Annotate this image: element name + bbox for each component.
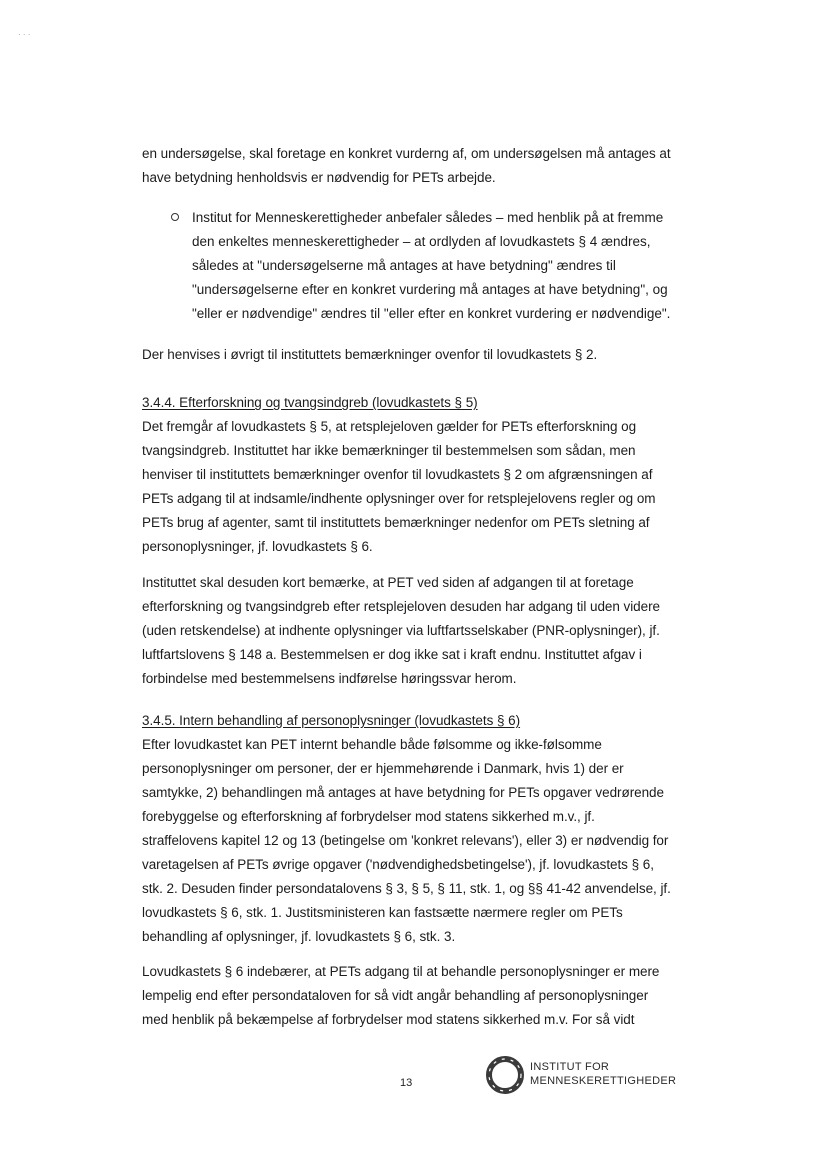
text-line: "eller er nødvendige" ændres til "eller efter en konkret vurdering er nødvendige". [192, 306, 671, 321]
logo-line: INSTITUT FOR [530, 1061, 610, 1073]
paragraph-pnr [142, 571, 687, 691]
text-line: en undersøgelse, skal foretage en konkret vurderng af, om undersøgelsen må antages at [142, 146, 671, 161]
section-3-4-4 [142, 391, 687, 559]
text-line: PETs adgang til at indsamle/indhente oplysninger over for retsplejelovens regler og om [142, 491, 656, 506]
text-line: varetagelsen af PETs øvrige opgaver ('nødvendighedsbetingelse'), jf. lovudkastets § 6, [142, 857, 654, 872]
section-heading: 3.4.4. Efterforskning og tvangsindgreb (lovudkastets § 5) [142, 395, 478, 410]
scan-marks: · · · [18, 30, 31, 39]
text-line: Lovudkastets § 6 indebærer, at PETs adgang til at behandle personoplysninger er mere [142, 964, 660, 979]
text-line: personoplysninger, jf. lovudkastets § 6. [142, 539, 373, 554]
institute-logo [484, 1054, 684, 1098]
text-line: have betydning henholdsvis er nødvendig for PETs arbejde. [142, 170, 496, 185]
text-line: Efter lovudkastet kan PET internt behandle både følsomme og ikke-følsomme [142, 737, 602, 752]
text-line: lempelig end efter persondataloven for så vidt angår behandling af personoplysninger [142, 988, 649, 1003]
text-line: luftfartslovens § 148 a. Bestemmelsen er dog ikke sat i kraft endnu. Instituttet afgav i [142, 647, 642, 662]
text-line: forebyggelse og efterforskning af forbrydelser mod statens sikkerhed m.v., jf. [142, 809, 595, 824]
logo-wordmark [530, 1060, 676, 1088]
ring-logo-icon [484, 1054, 526, 1096]
text-line: tvangsindgreb. Instituttet har ikke bemærkninger til bestemmelsen som sådan, men [142, 443, 636, 458]
paragraph-reference [142, 343, 687, 367]
text-line: samtykke, 2) behandlingen må antages at have betydning for PETs opgaver vedrørende [142, 785, 664, 800]
text-line: Institut for Menneskerettigheder anbefaler således – med henblik på at fremme [192, 210, 664, 225]
text-line: (uden retskendelse) at indhente oplysninger via luftfartsselskaber (PNR-oplysninger), jf. [142, 623, 660, 638]
paragraph-continuation [142, 142, 687, 190]
logo-line: MENNESKERETTIGHEDER [530, 1075, 677, 1087]
text-line: "undersøgelserne efter en konkret vurdering må antages at have betydning", og [192, 282, 668, 297]
page-number: 13 [400, 1077, 413, 1089]
text-line: Der henvises i øvrigt til instituttets bemærkninger ovenfor til lovudkastets § 2. [142, 347, 598, 362]
text-line: lovudkastets § 6, stk. 1. Justitsministeren kan fastsætte nærmere regler om PETs [142, 905, 623, 920]
text-line: efterforskning og tvangsindgreb efter retsplejeloven desuden har adgang til uden videre [142, 599, 660, 614]
text-line: PETs brug af agenter, samt til instituttets bemærkninger nedenfor om PETs sletning af [142, 515, 650, 530]
bullet-icon [171, 213, 179, 221]
text-line: straffelovens kapitel 12 og 13 (betingelse om 'konkret relevans'), eller 3) er nødvendig for [142, 833, 669, 848]
text-line: personoplysninger om personer, der er hjemmehørende i Danmark, hvis 1) der er [142, 761, 624, 776]
bullet-text [192, 206, 702, 326]
text-line: den enkeltes menneskerettigheder – at ordlyden af lovudkastets § 4 ændres, [192, 234, 651, 249]
section-heading: 3.4.5. Intern behandling af personoplysninger (lovudkastets § 6) [142, 713, 521, 728]
text-line: forbindelse med bestemmelsens indførelse høringssvar herom. [142, 671, 517, 686]
text-line: således at "undersøgelserne må antages at have betydning" ændres til [192, 258, 616, 273]
text-line: behandling af oplysninger, jf. lovudkastets § 6, stk. 3. [142, 929, 456, 944]
text-line: Instituttet skal desuden kort bemærke, at PET ved siden af adgangen til at foretage [142, 575, 634, 590]
paragraph-closing [142, 960, 687, 1032]
text-line: med henblik på bekæmpelse af forbrydelser mod statens sikkerhed m.v. For så vidt [142, 1012, 635, 1027]
section-3-4-5 [142, 709, 687, 949]
text-line: stk. 2. Desuden finder persondatalovens § 3, § 5, § 11, stk. 1, og §§ 41-42 anvendelse, jf. [142, 881, 671, 896]
text-line: Det fremgår af lovudkastets § 5, at retsplejeloven gælder for PETs efterforskning og [142, 419, 637, 434]
text-line: henviser til instituttets bemærkninger ovenfor til lovudkastets § 2 om afgrænsningen af [142, 467, 653, 482]
